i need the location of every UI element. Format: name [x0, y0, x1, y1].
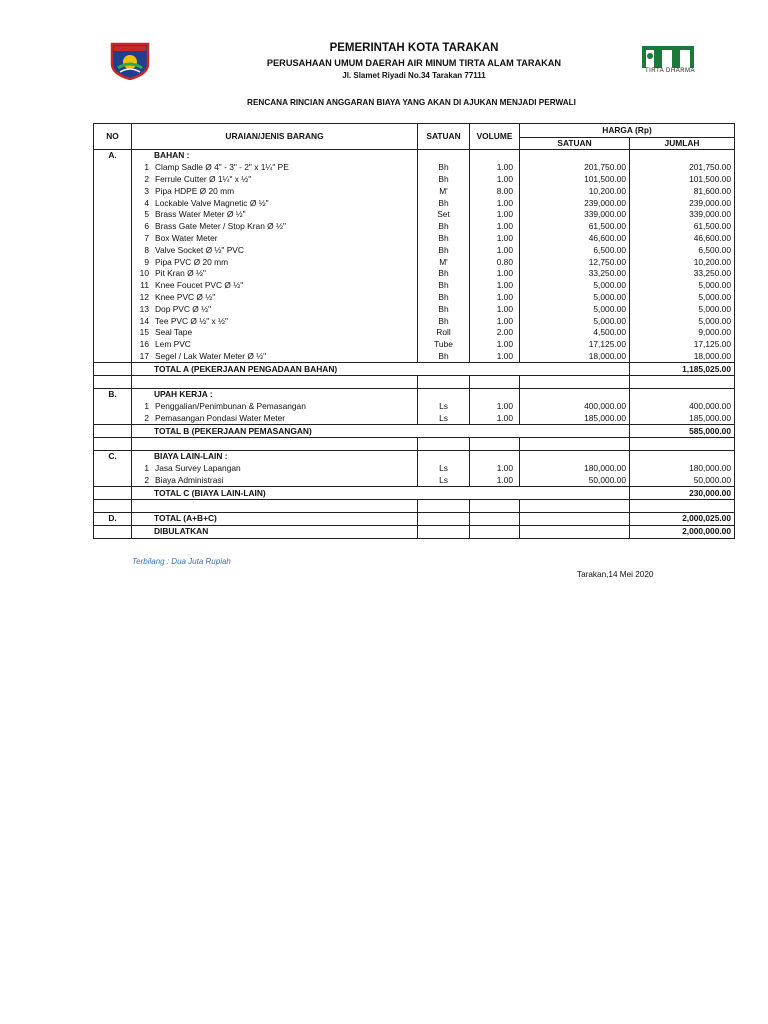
item-total: 46,600.00 — [630, 233, 735, 245]
item-unit-price: 201,750.00 — [520, 162, 630, 174]
item-name-cell — [132, 351, 418, 363]
item-name: Pit Kran Ø ½" — [155, 268, 206, 279]
item-volume: 1.00 — [470, 244, 520, 256]
item-unit: Bh — [418, 244, 470, 256]
item-number: 7 — [144, 232, 149, 243]
section-b-header — [94, 388, 735, 400]
table-row — [94, 244, 735, 256]
item-number: 1 — [144, 162, 149, 173]
item-unit-price: 4,500.00 — [520, 327, 630, 339]
item-unit-price: 18,000.00 — [520, 351, 630, 363]
item-unit-price: 17,125.00 — [520, 339, 630, 351]
total-label: TOTAL C (BIAYA LAIN-LAIN) — [132, 487, 418, 500]
table-row — [94, 315, 735, 327]
section-a-header — [94, 150, 735, 162]
item-number: 5 — [144, 209, 149, 220]
item-name-cell — [132, 401, 418, 413]
company-address: Jl. Slamet Riyadi No.34 Tarakan 77111 — [342, 71, 486, 80]
item-name: Pemasangan Pondasi Water Meter — [155, 412, 286, 423]
item-name: Segel / Lak Water Meter Ø ½" — [155, 350, 267, 361]
item-total: 5,000.00 — [630, 315, 735, 327]
item-name: Lem PVC — [155, 339, 191, 350]
item-volume: 1.00 — [470, 463, 520, 475]
item-total: 50,000.00 — [630, 475, 735, 487]
item-total: 180,000.00 — [630, 463, 735, 475]
item-name: Valve Socket Ø ½" PVC — [155, 244, 244, 255]
item-volume: 1.00 — [470, 162, 520, 174]
item-volume: 1.00 — [470, 174, 520, 186]
item-name-cell — [132, 303, 418, 315]
item-unit-price: 339,000.00 — [520, 209, 630, 221]
right-logo-caption: TIRTA DHARMA — [644, 68, 696, 74]
item-name-cell — [132, 162, 418, 174]
table-row — [94, 339, 735, 351]
table-row — [94, 162, 735, 174]
item-name: Box Water Meter — [155, 232, 218, 243]
total-label: TOTAL A (PEKERJAAN PENGADAAN BAHAN) — [132, 363, 418, 376]
item-volume: 1.00 — [470, 401, 520, 413]
item-number: 17 — [139, 350, 149, 361]
item-unit-price: 61,500.00 — [520, 221, 630, 233]
item-name: Penggalian/Penimbunan & Pemasangan — [155, 401, 306, 412]
item-unit: Ls — [418, 413, 470, 425]
header-satuan: SATUAN — [418, 124, 470, 150]
item-total: 17,125.00 — [630, 339, 735, 351]
item-number: 2 — [144, 412, 149, 423]
item-unit: Bh — [418, 292, 470, 304]
item-number: 14 — [139, 315, 149, 326]
item-unit: Bh — [418, 280, 470, 292]
item-name-cell — [132, 256, 418, 268]
total-value: 1,185,025.00 — [630, 363, 735, 376]
header-uraian: URAIAN/JENIS BARANG — [132, 124, 418, 150]
item-name-cell — [132, 209, 418, 221]
item-total: 9,000.00 — [630, 327, 735, 339]
item-volume: 1.00 — [470, 339, 520, 351]
item-unit: Roll — [418, 327, 470, 339]
item-total: 18,000.00 — [630, 351, 735, 363]
item-name: Lockable Valve Magnetic Ø ½" — [155, 197, 269, 208]
item-number: 1 — [144, 401, 149, 412]
header-no: NO — [94, 124, 132, 150]
table-row — [94, 174, 735, 186]
item-unit: Set — [418, 209, 470, 221]
item-volume: 1.00 — [470, 303, 520, 315]
table-row — [94, 401, 735, 413]
table-row — [94, 327, 735, 339]
item-unit: Tube — [418, 339, 470, 351]
item-volume: 8.00 — [470, 185, 520, 197]
item-unit-price: 5,000.00 — [520, 303, 630, 315]
item-unit-price: 6,500.00 — [520, 244, 630, 256]
table-row — [94, 351, 735, 363]
item-unit: Ls — [418, 401, 470, 413]
item-number: 3 — [144, 185, 149, 196]
header-harga: HARGA (Rp) — [520, 124, 735, 138]
rounded-label: DIBULATKAN — [132, 525, 418, 538]
item-number: 13 — [139, 303, 149, 314]
item-unit: Bh — [418, 351, 470, 363]
item-number: 16 — [139, 339, 149, 350]
table-row — [94, 413, 735, 425]
table-row — [94, 280, 735, 292]
total-value: 230,000.00 — [630, 487, 735, 500]
item-name: Brass Water Meter Ø ½" — [155, 209, 246, 220]
item-volume: 1.00 — [470, 475, 520, 487]
item-name-cell — [132, 221, 418, 233]
item-unit-price: 180,000.00 — [520, 463, 630, 475]
item-unit: M' — [418, 185, 470, 197]
letterhead — [0, 0, 768, 90]
item-number: 4 — [144, 197, 149, 208]
rounded-value: 2,000,000.00 — [630, 525, 735, 538]
item-name-cell — [132, 197, 418, 209]
grand-total-value: 2,000,025.00 — [630, 512, 735, 525]
item-unit-price: 5,000.00 — [520, 280, 630, 292]
item-name: Brass Gate Meter / Stop Kran Ø ½" — [155, 221, 286, 232]
section-code: B. — [94, 388, 132, 400]
item-number: 2 — [144, 474, 149, 485]
section-title: UPAH KERJA : — [132, 388, 418, 400]
section-code: A. — [94, 150, 132, 162]
item-total: 33,250.00 — [630, 268, 735, 280]
item-name-cell — [132, 463, 418, 475]
item-unit-price: 10,200.00 — [520, 185, 630, 197]
place-date: Tarakan,14 Mei 2020 — [577, 570, 654, 579]
item-volume: 1.00 — [470, 268, 520, 280]
item-total: 201,750.00 — [630, 162, 735, 174]
header-jumlah: JUMLAH — [630, 138, 735, 150]
item-unit-price: 400,000.00 — [520, 401, 630, 413]
item-unit: Bh — [418, 221, 470, 233]
company-name: PERUSAHAAN UMUM DAERAH AIR MINUM TIRTA ALAM TARAKAN — [266, 58, 562, 68]
item-total: 5,000.00 — [630, 280, 735, 292]
item-volume: 1.00 — [470, 197, 520, 209]
total-c-row — [94, 487, 735, 500]
item-unit: Bh — [418, 233, 470, 245]
item-total: 185,000.00 — [630, 413, 735, 425]
table-row — [94, 268, 735, 280]
item-name-cell — [132, 339, 418, 351]
budget-table — [93, 123, 735, 539]
item-volume: 0.80 — [470, 256, 520, 268]
item-volume: 1.00 — [470, 413, 520, 425]
item-name-cell — [132, 174, 418, 186]
table-row — [94, 221, 735, 233]
government-name: PEMERINTAH KOTA TARAKAN — [329, 42, 499, 54]
item-number: 6 — [144, 221, 149, 232]
item-total: 6,500.00 — [630, 244, 735, 256]
total-value: 585,000.00 — [630, 425, 735, 438]
item-volume: 1.00 — [470, 315, 520, 327]
item-unit: Bh — [418, 315, 470, 327]
table-row — [94, 185, 735, 197]
item-unit: Bh — [418, 162, 470, 174]
item-total: 5,000.00 — [630, 292, 735, 304]
item-unit: Bh — [418, 174, 470, 186]
item-total: 61,500.00 — [630, 221, 735, 233]
item-name-cell — [132, 268, 418, 280]
item-name-cell — [132, 292, 418, 304]
header-volume: VOLUME — [470, 124, 520, 150]
item-name: Dop PVC Ø ½" — [155, 303, 212, 314]
item-number: 10 — [139, 268, 149, 279]
item-unit-price: 239,000.00 — [520, 197, 630, 209]
item-name: Pipa HDPE Ø 20 mm — [155, 185, 235, 196]
item-number: 8 — [144, 244, 149, 255]
item-total: 10,200.00 — [630, 256, 735, 268]
header-harga-satuan: SATUAN — [520, 138, 630, 150]
table-row — [94, 463, 735, 475]
item-number: 1 — [144, 463, 149, 474]
item-volume: 1.00 — [470, 351, 520, 363]
total-a-row — [94, 363, 735, 376]
item-unit: Bh — [418, 197, 470, 209]
item-name-cell — [132, 280, 418, 292]
rounded-total-row — [94, 525, 735, 538]
grand-total-label: TOTAL (A+B+C) — [132, 512, 418, 525]
item-name: Tee PVC Ø ½" x ½" — [155, 315, 228, 326]
item-unit-price: 101,500.00 — [520, 174, 630, 186]
item-name: Seal Tape — [155, 327, 193, 338]
table-row — [94, 233, 735, 245]
item-name-cell — [132, 315, 418, 327]
item-unit: Ls — [418, 463, 470, 475]
item-unit: Ls — [418, 475, 470, 487]
item-total: 101,500.00 — [630, 174, 735, 186]
item-volume: 1.00 — [470, 209, 520, 221]
item-total: 239,000.00 — [630, 197, 735, 209]
item-number: 12 — [139, 291, 149, 302]
item-name: Clamp Sadle Ø 4" - 3" - 2" x 1¼" PE — [155, 162, 289, 173]
item-name: Knee Foucet PVC Ø ½" — [155, 280, 244, 291]
total-b-row — [94, 425, 735, 438]
grand-total-row — [94, 512, 735, 525]
table-row — [94, 292, 735, 304]
amount-in-words: Terbilang : Dua Juta Rupiah — [132, 557, 231, 566]
item-name: Biaya Administrasi — [155, 474, 224, 485]
section-c-header — [94, 450, 735, 462]
table-row — [94, 209, 735, 221]
item-volume: 1.00 — [470, 233, 520, 245]
item-unit-price: 12,750.00 — [520, 256, 630, 268]
item-name-cell — [132, 475, 418, 487]
item-unit: Bh — [418, 303, 470, 315]
item-volume: 1.00 — [470, 280, 520, 292]
item-number: 11 — [140, 280, 149, 291]
item-name-cell — [132, 413, 418, 425]
item-unit-price: 185,000.00 — [520, 413, 630, 425]
item-unit-price: 5,000.00 — [520, 292, 630, 304]
item-total: 400,000.00 — [630, 401, 735, 413]
table-row — [94, 256, 735, 268]
item-total: 5,000.00 — [630, 303, 735, 315]
item-name: Jasa Survey Lapangan — [155, 463, 241, 474]
table-row — [94, 197, 735, 209]
item-total: 81,600.00 — [630, 185, 735, 197]
section-code: D. — [94, 512, 132, 525]
item-name: Ferrule Cutter Ø 1¼" x ½" — [155, 173, 252, 184]
item-unit: Bh — [418, 268, 470, 280]
item-unit-price: 50,000.00 — [520, 475, 630, 487]
item-name: Knee PVC Ø ½" — [155, 291, 216, 302]
item-volume: 1.00 — [470, 221, 520, 233]
document-title: RENCANA RINCIAN ANGGARAN BIAYA YANG AKAN DI AJUKAN MENJADI PERWALI — [247, 98, 576, 107]
item-total: 339,000.00 — [630, 209, 735, 221]
item-number: 15 — [139, 327, 149, 338]
item-name-cell — [132, 327, 418, 339]
item-name-cell — [132, 244, 418, 256]
item-number: 9 — [144, 256, 149, 267]
total-label: TOTAL B (PEKERJAAN PEMASANGAN) — [132, 425, 418, 438]
item-volume: 2.00 — [470, 327, 520, 339]
section-code: C. — [94, 450, 132, 462]
item-name-cell — [132, 185, 418, 197]
section-title: BAHAN : — [132, 150, 418, 162]
item-unit-price: 46,600.00 — [520, 233, 630, 245]
item-number: 2 — [144, 173, 149, 184]
table-row — [94, 303, 735, 315]
item-unit-price: 33,250.00 — [520, 268, 630, 280]
item-unit: M' — [418, 256, 470, 268]
section-title: BIAYA LAIN-LAIN : — [132, 450, 418, 462]
item-unit-price: 5,000.00 — [520, 315, 630, 327]
item-name: Pipa PVC Ø 20 mm — [155, 256, 229, 267]
table-row — [94, 475, 735, 487]
item-volume: 1.00 — [470, 292, 520, 304]
item-name-cell — [132, 233, 418, 245]
